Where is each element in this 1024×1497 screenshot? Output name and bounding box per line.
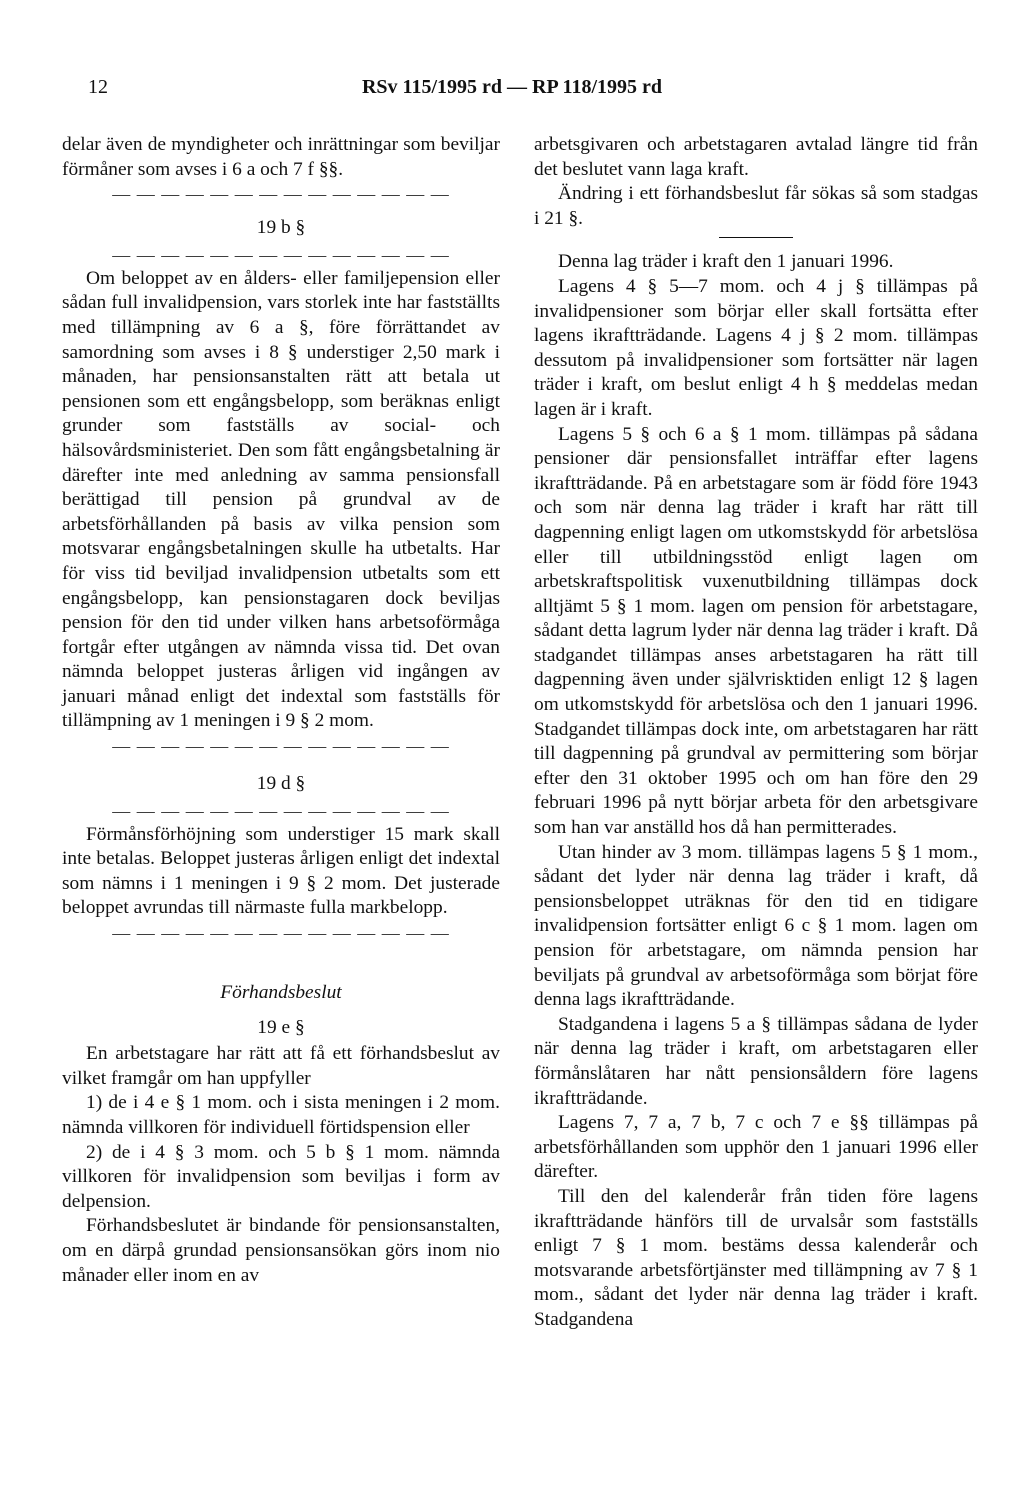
omission-dashes: — — — — — — — — — — — — — — — [112, 736, 450, 757]
paragraph-kalenderar: Till den del kalenderår från tiden före lagens ikraftträdande hänförs till de urvalsår som fastställs enligt 7 § 1 mom. bestäms dessa kalenderår och motsvarande arbetsförtjänster med tillämpning av 7 § 1 mom., sådant det lyder när denna lag träder i kraft. Stadgandena — [534, 1185, 978, 1330]
continuation-paragraph: arbetsgivaren och arbetstagaren avtalad längre tid från det beslutet vann laga kraft. — [534, 134, 978, 180]
page-number: 12 — [88, 76, 108, 98]
section-19e-heading: 19 e § — [257, 1016, 305, 1038]
section-19e-item-2: 2) de i 4 § 3 mom. och 5 b § 1 mom. nämnda villkoren för invalidpension som beviljas i form av delpension. — [62, 1141, 500, 1212]
section-19e-item-1: 1) de i 4 e § 1 mom. och i sista meningen i 2 mom. nämnda villkoren för individuell förtidspension eller — [62, 1092, 500, 1138]
section-19b-text: Om beloppet av en ålders- eller familjepension eller sådan full invalidpension, vars storlek inte har fastställts med tillämpning av 6 a §, före förrättandet av samordning som avses i 8 § understiger 2,50 mark i månaden, har pensionsanstalten rätt att betala ut pensionen som ett engångsbelopp, som beräknas enligt grunder som fastställs av social- och hälsovårdsministeriet. Den som fått engångsbetalning är därefter inte med anledning av samma pensionsfall berättigad till pension på grundval av de arbetsförhållanden på basis av vilka pension som motsvarar engångsbetalningen skulle ha utbetalts. Har för viss tid beviljad invalidpension utbetalts som ett engångsbelopp, kan pensionstagaren dock beviljas pension för den tid under vilken hans arbetsoförmåga fortgår efter utgången av nämnda vissa tid. Det ovan nämnda beloppet justeras årligen vid ingången av januari månad enligt det indextal som fastställs för tillämpning av 1 meningen i 9 § 2 mom. — [62, 267, 500, 732]
omission-dashes: — — — — — — — — — — — — — — — [112, 800, 450, 821]
omission-dashes: — — — — — — — — — — — — — — — [112, 923, 450, 944]
running-head: RSv 115/1995 rd — RP 118/1995 rd — [361, 76, 663, 98]
intro-paragraph: delar även de myndigheter och inrättningar som beviljar förmåner som avses i 6 a och 7 f §§. — [62, 134, 500, 180]
section-19d-heading: 19 d § — [256, 773, 306, 795]
separator-rule — [719, 237, 793, 238]
section-19e-paragraph: En arbetstagare har rätt att få ett förhandsbeslut av vilket framgår om han uppfyller — [62, 1043, 500, 1089]
paragraph-lagens-7: Lagens 7, 7 a, 7 b, 7 c och 7 e §§ tillämpas på arbetsförhållanden som upphör den 1 januari 1996 eller därefter. — [534, 1112, 978, 1183]
section-19d-text: Förmånsförhöjning som understiger 15 mark skall inte betalas. Beloppet justeras årligen enligt det indextal som nämns i 1 meningen i 9 § 2 mom. Det justerade beloppet avrundas till närmaste fulla markbelopp. — [62, 823, 500, 919]
paragraph-stadgandena: Stadgandena i lagens 5 a § tillämpas sådana de lyder när denna lag träder i kraft, om arbetstagaren eller förmånslåtaren har nått pensionsåldern före lagens ikraftträdande. — [534, 1013, 978, 1109]
paragraph-entry-into-force: Denna lag träder i kraft den 1 januari 1996. — [558, 251, 894, 273]
right-column — [534, 133, 978, 1333]
paragraph-lagens-5: Lagens 5 § och 6 a § 1 mom. tillämpas på sådana pensioner där pensionsfallet inträffar efter lagens ikraftträdande. På en arbetstagare som är född före 1943 och som när denna lag träder i kraft har rätt till dagpenning enligt lagen om utkomstskydd för arbetslösa eller till utbildningsstöd enligt lagen om arbetskraftspolitisk vuxenutbildning tillämpas dock alltjämt 5 § 1 mom. lagen om pension för arbetstagare, sådant detta lagrum lyder när denna lag träder i kraft. Då stadgandet tillämpas anses arbetstagaren ha rätt till dagpenning även under självrisktiden enligt 12 § lagen om utkomstskydd för arbetslösa och den 1 januari 1996. Stadgandet tillämpas dock inte, om arbetstagaren har rätt till dagpenning på grundval av permittering som börjar efter den 31 oktober 1995 och om han före den 29 februari 1996 på nytt börjar arbeta för den arbetsgivare som han var anställd hos då han permitterades. — [534, 423, 978, 839]
subheading-forhandsbeslut: Förhandsbeslut — [220, 982, 342, 1004]
paragraph-lagens-4: Lagens 4 § 5—7 mom. och 4 j § tillämpas på invalidpensioner som börjar eller skall fortsätta efter lagens ikraftträdande. Lagens 4 j § 2 mom. tillämpas dessutom på invalidpensioner som fortsätter när lagen träder i kraft, om beslut enligt 4 h § meddelas medan lagen är i kraft. — [534, 275, 978, 420]
omission-dashes: — — — — — — — — — — — — — — — [112, 184, 450, 205]
omission-dashes: — — — — — — — — — — — — — — — [112, 244, 450, 265]
paragraph-utan-hinder: Utan hinder av 3 mom. tillämpas lagens 5 § 1 mom., sådant det lyder när denna lag träder i kraft, då pensionsbeloppet uträknas för den tid en tidigare invalidpension fortsätter enligt 6 c § 1 mom. lagen om pension för arbetstagare, om nämnda pension har beviljats på grundval av arbetsoförmåga som börjat före denna lags ikraftträdande. — [534, 841, 978, 1011]
section-19b-heading: 19 b § — [256, 217, 306, 239]
left-column — [62, 133, 500, 1288]
section-19e-paragraph-2: Förhandsbeslutet är bindande för pensionsanstalten, om en därpå grundad pensionsansökan görs inom nio månader eller inom en av — [62, 1215, 500, 1286]
paragraph-andring: Ändring i ett förhandsbeslut får sökas så som stadgas i 21 §. — [534, 183, 978, 229]
